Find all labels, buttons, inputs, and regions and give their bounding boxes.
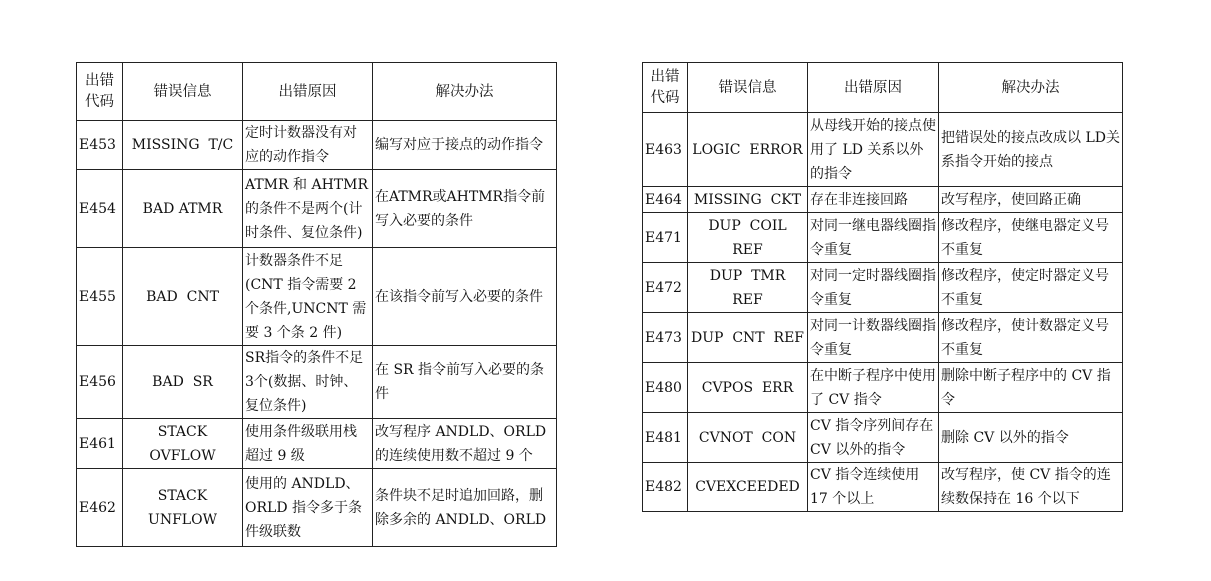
error-message: MISSING CKT [688,187,808,213]
error-message: CVEXCEEDED [688,463,808,512]
error-message: STACK UNFLOW [123,469,243,547]
error-message: BAD CNT [123,248,243,346]
error-cause: SR指令的条件不足3个(数据、时钟、复位条件) [243,346,373,419]
error-code: E481 [643,413,688,463]
error-code: E472 [643,263,688,313]
table-row [77,419,557,469]
error-solution: 条件块不足时追加回路，删除多余的 ANDLD、ORLD [373,469,557,547]
table-row [643,463,1123,512]
error-message: CVPOS ERR [688,363,808,413]
table-row [643,263,1123,313]
error-solution: 删除 CV 以外的指令 [939,413,1123,463]
error-solution: 改写程序 ANDLD、ORLD的连续使用数不超过 9 个 [373,419,557,469]
header-code: 出错 代码 [643,63,688,113]
error-cause: 存在非连接回路 [808,187,939,213]
error-solution: 编写对应于接点的动作指令 [373,121,557,170]
error-cause: ATMR 和 AHTMR的条件不是两个(计时条件、复位条件) [243,170,373,248]
error-message: CVNOT CON [688,413,808,463]
error-message: BAD SR [123,346,243,419]
header-solution: 解决办法 [373,63,557,121]
header-cause: 出错原因 [808,63,939,113]
header-message: 错误信息 [688,63,808,113]
error-solution: 把错误处的接点改成以 LD关系指令开始的接点 [939,113,1123,187]
header-cause: 出错原因 [243,63,373,121]
error-cause: 使用条件级联用栈超过 9 级 [243,419,373,469]
table-row [77,469,557,547]
error-code: E455 [77,248,123,346]
header-solution: 解决办法 [939,63,1123,113]
table-row [643,113,1123,187]
error-message: MISSING T/C [123,121,243,170]
error-code: E473 [643,313,688,363]
error-message: STACK OVFLOW [123,419,243,469]
error-message: BAD ATMR [123,170,243,248]
error-code: E464 [643,187,688,213]
header-message: 错误信息 [123,63,243,121]
error-code: E462 [77,469,123,547]
table-row [643,313,1123,363]
error-code: E471 [643,213,688,263]
error-cause: 在中断子程序中使用了 CV 指令 [808,363,939,413]
error-message: LOGIC ERROR [688,113,808,187]
error-solution: 修改程序，使计数器定义号不重复 [939,313,1123,363]
error-code: E461 [77,419,123,469]
error-solution: 在该指令前写入必要的条件 [373,248,557,346]
error-message: DUP CNT REF [688,313,808,363]
error-cause: CV 指令序列间存在 CV 以外的指令 [808,413,939,463]
table-row [643,213,1123,263]
error-solution: 改写程序，使回路正确 [939,187,1123,213]
error-cause: 从母线开始的接点使用了 LD 关系以外的指令 [808,113,939,187]
error-cause: 计数器条件不足(CNT 指令需要 2个条件,UNCNT 需要 3 个条 2 件) [243,248,373,346]
error-solution: 改写程序，使 CV 指令的连续数保持在 16 个以下 [939,463,1123,512]
error-cause: 对同一继电器线圈指令重复 [808,213,939,263]
table-row [643,413,1123,463]
error-solution: 删除中断子程序中的 CV 指令 [939,363,1123,413]
table-row [643,363,1123,413]
error-code: E463 [643,113,688,187]
header-code: 出错 代码 [77,63,123,121]
error-code: E456 [77,346,123,419]
error-code: E480 [643,363,688,413]
error-solution: 在 SR 指令前写入必要的条件 [373,346,557,419]
error-code-table-left [76,62,557,547]
header-row [643,63,1123,113]
table-row [643,187,1123,213]
error-cause: 对同一计数器线圈指令重复 [808,313,939,363]
error-code: E453 [77,121,123,170]
error-cause: 对同一定时器线圈指令重复 [808,263,939,313]
error-solution: 修改程序，使继电器定义号不重复 [939,213,1123,263]
error-cause: 定时计数器没有对应的动作指令 [243,121,373,170]
error-code: E454 [77,170,123,248]
table-row [77,121,557,170]
header-row [77,63,557,121]
error-solution: 修改程序，使定时器定义号不重复 [939,263,1123,313]
error-cause: 使用的 ANDLD、ORLD 指令多于条件级联数 [243,469,373,547]
error-code: E482 [643,463,688,512]
error-cause: CV 指令连续使用 17 个以上 [808,463,939,512]
error-code-table-right [642,62,1123,512]
error-solution: 在ATMR或AHTMR指令前写入必要的条件 [373,170,557,248]
table-row [77,248,557,346]
error-message: DUP TMR REF [688,263,808,313]
table-row [77,170,557,248]
error-message: DUP COIL REF [688,213,808,263]
table-row [77,346,557,419]
